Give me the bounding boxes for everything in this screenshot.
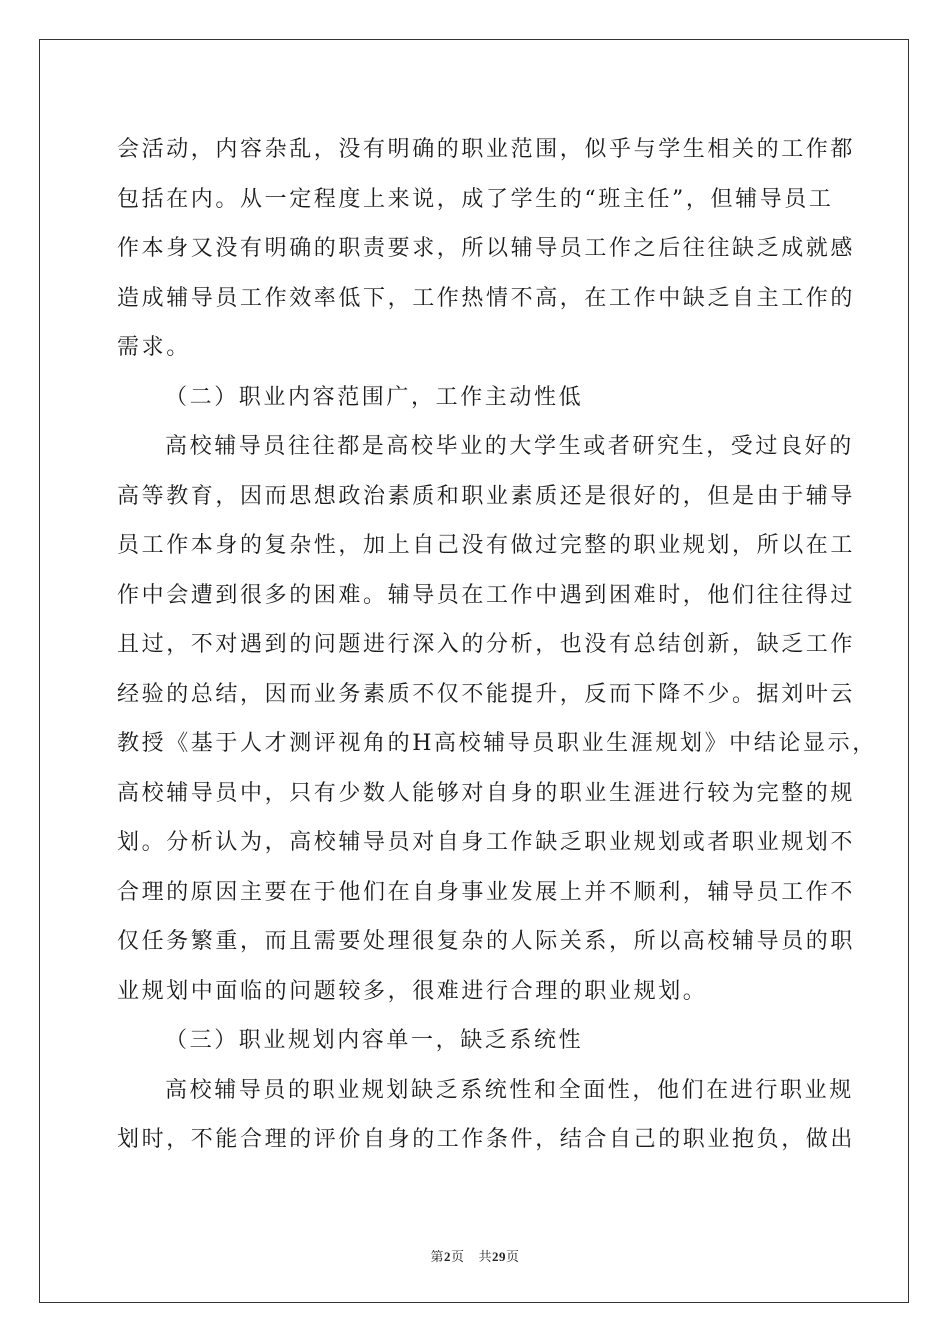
page-number: 2	[444, 1249, 452, 1264]
text-line: 造成辅导员工作效率低下，工作热情不高，在工作中缺乏自主工作的	[117, 285, 856, 311]
text-line: 会活动，内容杂乱，没有明确的职业范围，似乎与学生相关的工作都	[117, 137, 856, 162]
text-line: 教授《基于人才测评视角的H高校辅导员职业生涯规划》中结论显示，	[117, 731, 877, 756]
footer-prefix: 第	[430, 1250, 445, 1265]
page-footer	[0, 1246, 950, 1265]
section-heading: （二）职业内容范围广，工作主动性低	[165, 384, 584, 410]
paragraph-start: 高校辅导员往往都是高校毕业的大学生或者研究生，受过良好的	[165, 434, 854, 459]
text-line: 划。分析认为，高校辅导员对自身工作缺乏职业规划或者职业规划不	[117, 830, 856, 855]
section-heading: （三）职业规划内容单一，缺乏系统性	[165, 1028, 584, 1053]
text-line: 合理的原因主要在于他们在自身事业发展上并不顺利，辅导员工作不	[117, 879, 856, 905]
document-body	[117, 130, 877, 1170]
text-line: 高等教育，因而思想政治素质和职业素质还是很好的，但是由于辅导	[117, 483, 856, 509]
footer-total-prefix: 共	[478, 1250, 492, 1265]
text-line: 需求。	[117, 335, 191, 360]
text-line: 包括在内。从一定程度上来说，成了学生的“班主任”，但辅导员工	[117, 186, 834, 212]
text-line: 员工作本身的复杂性，加上自己没有做过完整的职业规划，所以在工	[117, 533, 856, 558]
total-pages: 29	[491, 1249, 506, 1264]
text-line: 作中会遭到很多的困难。辅导员在工作中遇到困难时，他们往往得过	[117, 582, 856, 608]
text-line: 划时，不能合理的评价自身的工作条件，结合自己的职业抱负，做出	[117, 1127, 856, 1152]
text-line: 且过，不对遇到的问题进行深入的分析，也没有总结创新，缺乏工作	[117, 632, 856, 657]
paragraph-start: 高校辅导员的职业规划缺乏系统性和全面性，他们在进行职业规	[165, 1077, 854, 1103]
text-line: 高校辅导员中，只有少数人能够对自身的职业生涯进行较为完整的规	[117, 780, 856, 806]
text-line: 作本身又没有明确的职责要求，所以辅导员工作之后往往缺乏成就感	[117, 236, 856, 261]
text-line: 仅任务繁重，而且需要处理很复杂的人际关系，所以高校辅导员的职	[117, 929, 856, 954]
text-line: 业规划中面临的问题较多，很难进行合理的职业规划。	[117, 978, 708, 1004]
footer-page-suffix: 页	[451, 1250, 465, 1265]
text-line: 经验的总结，因而业务素质不仅不能提升，反而下降不少。据刘叶云	[117, 681, 856, 707]
footer-total-suffix: 页	[505, 1250, 520, 1265]
